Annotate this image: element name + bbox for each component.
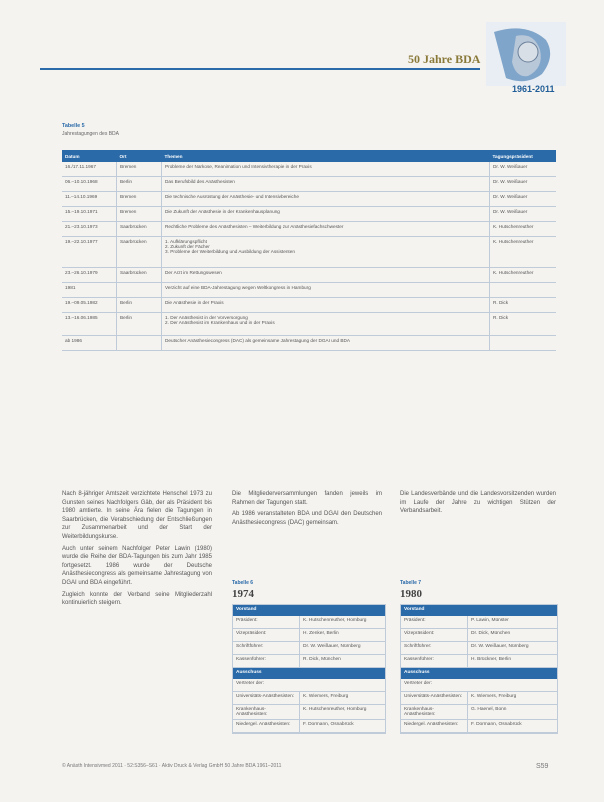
text-column-1 (62, 490, 212, 611)
cell-date: 19.–22.10.1977 (62, 237, 117, 268)
cell-topics (162, 298, 490, 313)
table-row (62, 237, 556, 268)
cell-date: 19.–09.05.1982 (62, 298, 117, 313)
table7-year: 1980 (400, 588, 422, 600)
paragraph: Nach 8-jähriger Amtszeit verzichtete Henschel 1973 zu Gunsten seines Nachfolgers Gäb, der als Präsident bis 1980 amtierte. In seine Ära fielen die Tagungen in Saarbrücken, die Verabschiedung der Entschließungen zur Zusammenarbeit und der Start der Weiterbildungskurse. (62, 491, 212, 540)
header-years: 1961-2011 (512, 84, 555, 94)
topic-line: 2. Der Anästhesist im Krankenhaus und in der Praxis (165, 320, 275, 325)
cell-place: Bremen (117, 162, 162, 177)
table7-label: Tabelle 7 (400, 580, 422, 586)
row-key: Niedergel. Anästhesisten: (401, 720, 468, 732)
cell-topics (162, 283, 490, 298)
table-row (62, 283, 556, 298)
cell-president: R. Dick (490, 298, 557, 313)
cell-date: 21.–23.10.1973 (62, 222, 117, 237)
cell-president: Dr. W. Weißauer (490, 177, 557, 192)
cell-date: 15.–19.10.1971 (62, 207, 117, 222)
row-value: H. Brückner, Berlin (471, 657, 511, 662)
topic-line: Die Anästhesie in der Praxis (165, 300, 224, 305)
paragraph: Ab 1986 veranstalteten BDA und DGAI den Deutschen Anästhesiecongress (DAC) gemeinsam. (232, 511, 382, 526)
cell-place: Saarbrücken (117, 237, 162, 268)
table-row (401, 655, 557, 668)
row-value: H. Zenker, Berlin (303, 631, 339, 636)
table-row (233, 692, 385, 705)
text-column-2 (232, 490, 382, 530)
table-row (233, 655, 385, 668)
cell-place: Bremen (117, 192, 162, 207)
cell-president: K. Hutschenreuther (490, 237, 557, 268)
cell-president: Dr. W. Weißauer (490, 162, 557, 177)
cell-place (117, 336, 162, 351)
row-key: Kassenführer: (401, 655, 468, 667)
row-key: Kassenführer: (233, 655, 300, 667)
cell-place: Berlin (117, 177, 162, 192)
row-key: Schriftführer: (401, 642, 468, 654)
table5-header-topics: Themen (162, 150, 490, 162)
table5-caption: Jahrestagungen des BDA (62, 131, 119, 137)
topic-line: 3. Probleme der Weiterbildung und Ausbildung der Assistenten (165, 249, 295, 254)
table-row (401, 720, 557, 733)
row-key: Universitäts-Anästhesisten: (233, 692, 300, 704)
cell-date: 16./17.11.1967 (62, 162, 117, 177)
table-row (233, 705, 385, 720)
cell-date: ab 1986 (62, 336, 117, 351)
text-column-3 (400, 490, 556, 519)
cell-place: Saarbrücken (117, 222, 162, 237)
section-header: Vorstand (233, 605, 385, 616)
row-value: G. Haenel, Bonn (471, 707, 507, 712)
cell-place: Saarbrücken (117, 268, 162, 283)
cell-date: 23.–26.10.1979 (62, 268, 117, 283)
table-row (62, 192, 556, 207)
table-row (233, 720, 385, 733)
table5-header-president: Tagungspräsident (490, 150, 557, 162)
table6 (232, 604, 386, 734)
cell-date: 13.–16.06.1985 (62, 313, 117, 336)
cell-president: R. Dick (490, 313, 557, 336)
row-key: Vizepräsident: (401, 629, 468, 641)
cell-place (117, 283, 162, 298)
cell-place: Bremen (117, 207, 162, 222)
row-key: Präsident: (233, 616, 300, 628)
section-header: Vorstand (401, 605, 557, 616)
table-row (401, 642, 557, 655)
row-key: Krankenhaus-Anästhesisten: (401, 705, 468, 719)
cell-topics (162, 222, 490, 237)
cell-topics (162, 237, 490, 268)
row-value: R. Dick, München (303, 657, 341, 662)
cell-topics (162, 207, 490, 222)
row-key: Vizepräsident: (233, 629, 300, 641)
footer-text: © Anästh Intensivmed 2011 · 52:S356–S61 · Aktiv Druck & Verlag GmbH 50 Jahre BDA 1961–2011 (62, 763, 282, 769)
table6-label: Tabelle 6 (232, 580, 254, 586)
cell-topics (162, 162, 490, 177)
row-value: Dr. W. Weißauer, Nürnberg (303, 644, 361, 649)
table-row (62, 268, 556, 283)
topic-line: Die technische Ausrüstung der Anästhesie- und Intensivbereiche (165, 194, 299, 199)
page-number: S59 (536, 763, 549, 770)
table-row (233, 629, 385, 642)
topic-line: Probleme der Narkose, Reanimation und Intensivtherapie in der Praxis (165, 164, 312, 169)
header-title: 50 Jahre BDA (408, 52, 481, 66)
topic-line: Der Arzt im Rettungswesen (165, 270, 222, 275)
paragraph: Die Mitgliederversammlungen fanden jeweils im Rahmen der Tagungen statt. (232, 491, 382, 506)
table7 (400, 604, 558, 734)
table-row (401, 629, 557, 642)
row-value: K. Wiemers, Freiburg (471, 694, 517, 699)
topic-line: 2. Zukunft der Fächer (165, 244, 210, 249)
row-key: Schriftführer: (233, 642, 300, 654)
topic-line: Das Berufsbild des Anästhesisten (165, 179, 235, 184)
cell-president: Dr. W. Weißauer (490, 207, 557, 222)
topic-line: 1. Aufklärungspflicht (165, 239, 207, 244)
cell-topics (162, 192, 490, 207)
row-value: Dr. W. Weißauer, Nürnberg (471, 644, 529, 649)
table-row (62, 162, 556, 177)
row-value: K. Wiemers, Freiburg (303, 694, 349, 699)
cell-topics (162, 177, 490, 192)
paragraph: Auch unter seinem Nachfolger Peter Lawin (1980) wurde die Reihe der BDA-Tagungen bis zum Jahr 1985 fortgesetzt. 1986 wurde der Deutsche Anästhesiecongress als gemeinsame Jahrestagung von DGAI und BDA eingeführt. (62, 545, 212, 586)
topic-line: 1. Der Anästhesist in der Vorversorgung (165, 315, 248, 320)
table5-label: Tabelle 5 (62, 123, 85, 129)
section-header: Ausschuss (401, 668, 557, 679)
table5-header-place: Ort (117, 150, 162, 162)
table6-year: 1974 (232, 588, 254, 600)
topic-line: Die Zukunft der Anästhesie in der Krankenhausplanung (165, 209, 280, 214)
section-header: Ausschuss (233, 668, 385, 679)
cell-place: Berlin (117, 298, 162, 313)
row-key: Universitäts-Anästhesisten: (401, 692, 468, 704)
cell-topics (162, 336, 490, 351)
topic-line: Deutscher Anästhesiecongress (DAC) als gemeinsame Jahrestagung der DGAI und BDA (165, 338, 350, 343)
row-key: Niedergel. Anästhesisten: (233, 720, 300, 732)
header-rule (40, 68, 480, 70)
table-row (401, 705, 557, 720)
bda-logo-icon (486, 22, 566, 86)
table-row (401, 616, 557, 629)
cell-topics (162, 313, 490, 336)
cell-date: 11.–14.10.1969 (62, 192, 117, 207)
row-key: Präsident: (401, 616, 468, 628)
paragraph: Die Landesverbände und die Landesvorsitzenden wurden im Laufe der Jahre zu wichtigen Stützen der Verbandsarbeit. (400, 491, 556, 515)
table5 (62, 150, 556, 351)
table-row (62, 207, 556, 222)
table5-header-date: Datum (62, 150, 117, 162)
row-key: Krankenhaus-Anästhesisten: (233, 705, 300, 719)
section-subheading: Vertreter der: (233, 679, 385, 692)
table-row (233, 642, 385, 655)
cell-president: Dr. W. Weißauer (490, 192, 557, 207)
topic-line: Verzicht auf eine BDA-Jahrestagung wegen Weltkongress in Hamburg (165, 285, 311, 290)
cell-president (490, 336, 557, 351)
row-value: K. Hutschenreuther, Homburg (303, 618, 367, 623)
section-subheading: Vertreter der: (401, 679, 557, 692)
row-value: F. Dormann, Osnabrück (471, 722, 522, 727)
cell-president (490, 283, 557, 298)
cell-date: 1981 (62, 283, 117, 298)
cell-president: K. Hutschenreuther (490, 268, 557, 283)
table-row (62, 177, 556, 192)
cell-president: K. Hutschenreuther (490, 222, 557, 237)
row-value: Dr. Dick, München (471, 631, 511, 636)
row-value: K. Hutschenreuther, Homburg (303, 707, 367, 712)
table-row (62, 336, 556, 351)
cell-place: Berlin (117, 313, 162, 336)
paragraph: Zugleich konnte der Verband seine Mitgliederzahl kontinuierlich steigern. (62, 591, 212, 607)
table-row (62, 313, 556, 336)
cell-topics (162, 268, 490, 283)
cell-date: 06.–10.10.1968 (62, 177, 117, 192)
row-value: F. Dormann, Osnabrück (303, 722, 354, 727)
topic-line: Rechtliche Probleme des Anästhesisten – Weiterbildung zur Anästhesiefachschwester (165, 224, 344, 229)
row-value: P. Lawin, Münster (471, 618, 509, 623)
table-row (233, 616, 385, 629)
table-row (62, 298, 556, 313)
table-row (62, 222, 556, 237)
table-row (401, 692, 557, 705)
